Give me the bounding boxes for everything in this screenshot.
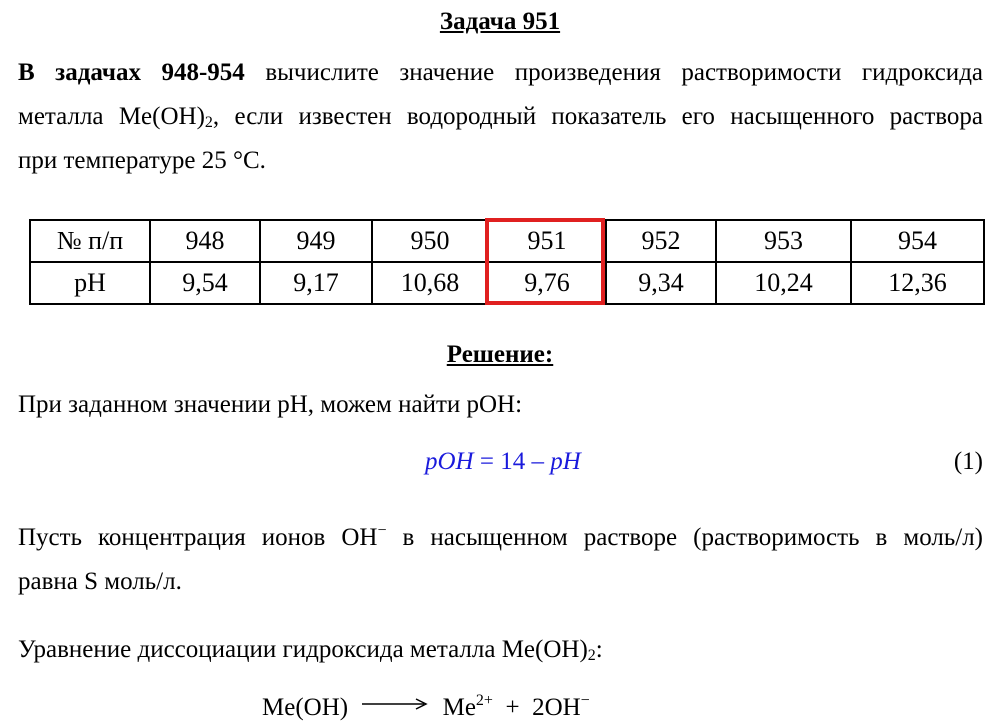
solution-paragraph-2: Пусть концентрация ионов OH− в насыщенном растворе (растворимость в моль/л) равна S моль/л. bbox=[18, 522, 983, 595]
solution-paragraph-3: Уравнение диссоциации гидроксида металла $Me(OH)_2$: bbox=[18, 636, 603, 664]
task-statement bbox=[18, 51, 983, 183]
solution-paragraph-1: При заданном значении pH, можем найти pOH: bbox=[18, 391, 523, 418]
table-cell: 949 bbox=[260, 220, 372, 262]
table-cell: 12,36 bbox=[851, 262, 984, 304]
table-row-label: pH bbox=[30, 262, 150, 304]
table-cell: 948 bbox=[150, 220, 260, 262]
table-cell: 953 bbox=[716, 220, 851, 262]
ph-table bbox=[29, 219, 985, 305]
statement-line-1: В задачах 948-954 вычислите значение произведения растворимости гидроксида bbox=[18, 59, 984, 86]
table-header-row bbox=[30, 220, 984, 262]
statement-line-3: при температуре 25 °С. bbox=[18, 147, 266, 174]
reaction-arrow-icon bbox=[360, 697, 430, 711]
task-title: Задача 951 bbox=[439, 8, 561, 35]
table-cell: 9,17 bbox=[260, 262, 372, 304]
table-cell: 10,24 bbox=[716, 262, 851, 304]
dissociation-equation: Me(OH) $Me^{2+} + 2OH^-$ bbox=[262, 692, 590, 721]
solution-title: Решение: bbox=[446, 341, 554, 368]
table-cell: 950 bbox=[372, 220, 488, 262]
poh-formula: pOH = 14 – pH bbox=[425, 448, 581, 475]
table-cell: 952 bbox=[606, 220, 716, 262]
table-cell: 9,34 bbox=[606, 262, 716, 304]
table-cell: 9,54 bbox=[150, 262, 260, 304]
table-cell: 10,68 bbox=[372, 262, 488, 304]
table-cell: 954 bbox=[851, 220, 984, 262]
task-range: В задачах 948-954 bbox=[18, 59, 245, 86]
table-cell-highlighted: 951 bbox=[488, 220, 606, 262]
table-header-label: № п/п bbox=[30, 220, 150, 262]
table-cell-highlighted: 9,76 bbox=[488, 262, 606, 304]
table-value-row bbox=[30, 262, 984, 304]
equation-number: (1) bbox=[953, 448, 983, 475]
statement-line-2: металла $Me(OH)_2$, если известен водородный показатель его насыщенного раствора bbox=[18, 103, 983, 131]
